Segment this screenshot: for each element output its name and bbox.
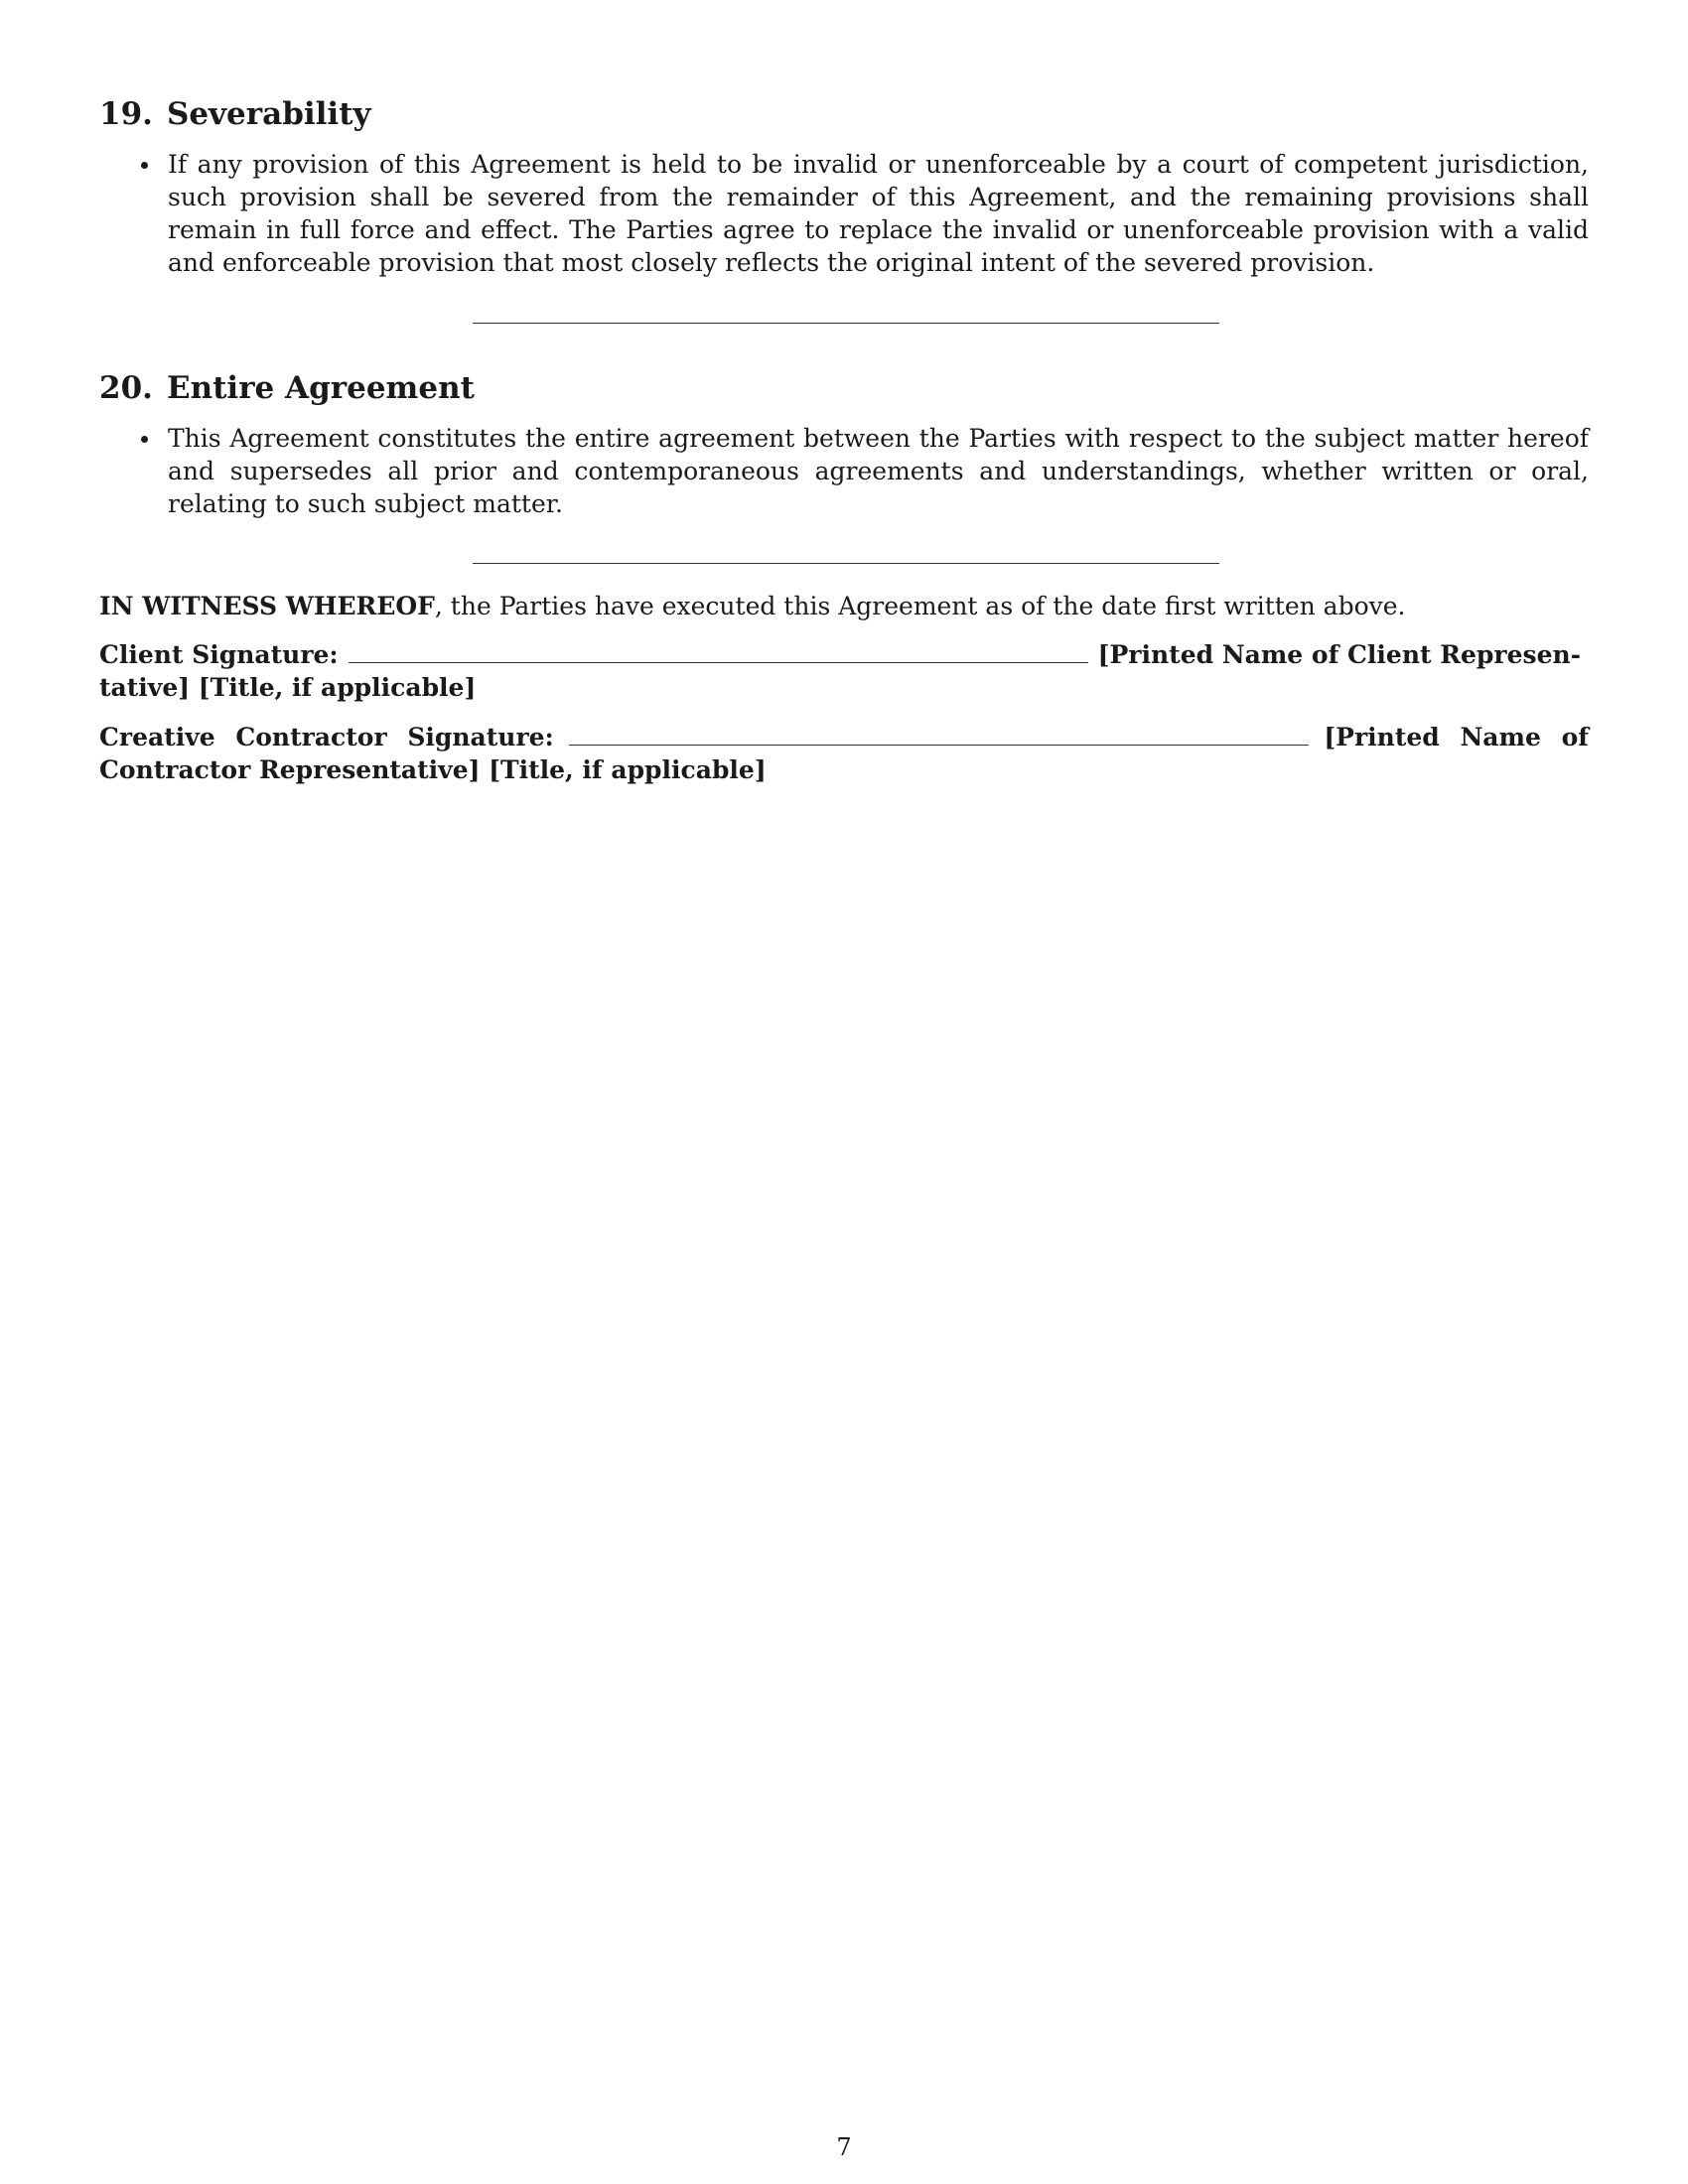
client-printed-name: [Printed Name of Client Represen-	[1097, 640, 1582, 669]
contractor-signature-line[interactable]	[569, 721, 1309, 746]
client-signature-line[interactable]	[349, 638, 1088, 663]
contractor-printed-name-cont: Contractor Representative] [Title, if applicable]	[99, 755, 767, 784]
witness-lead: IN WITNESS WHEREOF	[99, 592, 435, 620]
client-signature-label: Client Signature:	[99, 640, 339, 669]
client-printed-name-cont: tative] [Title, if applicable]	[99, 673, 477, 702]
bullet-icon	[141, 162, 148, 169]
bullet-list	[99, 422, 1589, 520]
section-divider	[473, 323, 1219, 324]
section-number: 19.	[99, 96, 153, 132]
list-item	[99, 148, 1589, 279]
clause-text: This Agreement constitutes the entire agreement between the Parties with respect to the subject matter hereof and supersedes all prior and contemporaneous agreements and understandings, whether written or oral, relating to such subject matter.	[168, 424, 1589, 518]
contractor-printed-name: [Printed Name of	[1324, 723, 1589, 751]
bullet-list	[99, 148, 1589, 279]
section-heading	[99, 94, 1589, 134]
section-heading	[99, 368, 1589, 408]
page-number: 7	[836, 2133, 852, 2161]
section-entire-agreement	[99, 368, 1589, 520]
bullet-icon	[141, 436, 148, 443]
witness-text: , the Parties have executed this Agreement as of the date first written above.	[434, 592, 1406, 620]
section-title: Entire Agreement	[166, 370, 475, 406]
section-severability	[99, 94, 1589, 279]
contractor-signature-block	[99, 721, 1589, 786]
section-title: Severability	[166, 96, 371, 132]
witness-statement	[99, 590, 1589, 622]
document-page	[99, 0, 1589, 2184]
contractor-signature-label: Creative Contractor Signature:	[99, 723, 554, 751]
section-number: 20.	[99, 370, 153, 406]
section-divider	[473, 563, 1219, 564]
clause-text: If any provision of this Agreement is held to be invalid or unenforceable by a court of competent jurisdiction, such provision shall be severed from the remainder of this Agreement, and the remaining provisions shall remain in full force and effect. The Parties agree to replace the invalid or unenforceable provision with a valid and enforceable provision that most closely reflects the original intent of the severed provision.	[168, 150, 1589, 277]
list-item	[99, 422, 1589, 520]
client-signature-block	[99, 638, 1589, 704]
